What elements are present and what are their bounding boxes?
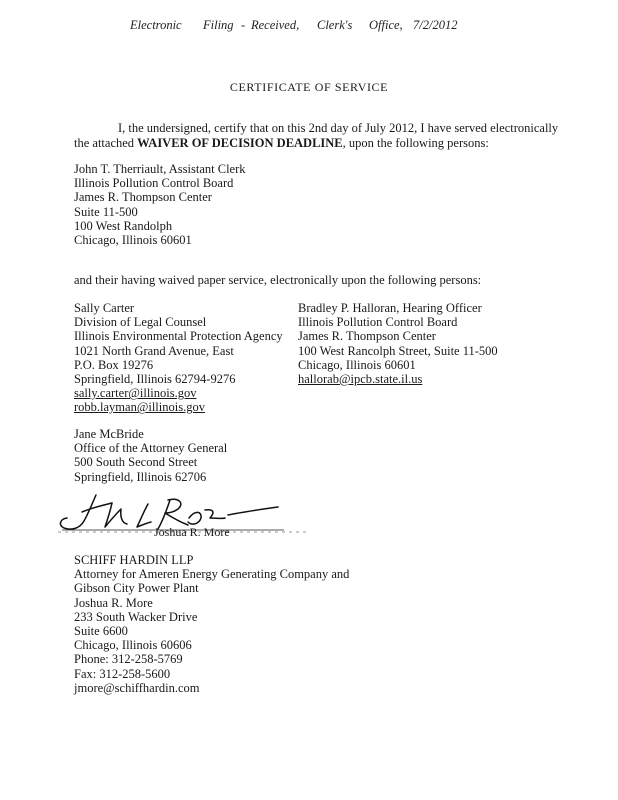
- intro-line-2-post: , upon the following persons:: [342, 136, 489, 150]
- firm-block: [74, 553, 349, 695]
- address-line: Sally Carter: [74, 301, 135, 315]
- address-line: Gibson City Power Plant: [74, 581, 199, 596]
- address-line: Attorney for Ameren Energy Generating Company and: [74, 567, 350, 582]
- header-office: Office,: [369, 18, 403, 32]
- intro-line-2: [74, 136, 489, 150]
- document-title: WAIVER OF DECISION DEADLINE: [137, 136, 343, 150]
- address-line: Joshua R. More: [74, 595, 153, 610]
- header-filing: Filing: [203, 18, 234, 32]
- header-clerks: Clerk's: [317, 18, 353, 32]
- address-line: 233 South Wacker Drive: [74, 609, 198, 624]
- address-line: James R. Thompson Center: [298, 329, 436, 344]
- address-line: Chicago, Illinois 60606: [74, 638, 192, 653]
- address-line: Illinois Pollution Control Board: [298, 315, 458, 330]
- contact-attorney-general: [74, 427, 227, 484]
- address-line: Division of Legal Counsel: [74, 315, 207, 330]
- address-line: SCHIFF HARDIN LLP: [74, 553, 194, 567]
- address-line: 100 West Randolph: [74, 218, 173, 233]
- intro-line-1: I, the undersigned, certify that on this 2nd day of July 2012, I have served electronically: [118, 121, 559, 135]
- email-link[interactable]: robb.layman@illinois.gov: [74, 400, 205, 415]
- address-line: Suite 6600: [74, 624, 128, 639]
- address-line: Illinois Environmental Protection Agency: [74, 329, 283, 344]
- email-link[interactable]: jmore@schiffhardin.com: [74, 680, 200, 695]
- address-line: James R. Thompson Center: [74, 190, 212, 205]
- address-line: Jane McBride: [74, 427, 144, 441]
- address-line: Springfield, Illinois 62706: [74, 469, 207, 484]
- signer-name: Joshua R. More: [154, 525, 230, 539]
- address-line: John T. Therriault, Assistant Clerk: [74, 162, 246, 176]
- email-link[interactable]: sally.carter@illinois.gov: [74, 386, 197, 401]
- contact-iepa: [74, 301, 283, 415]
- address-line: Illinois Pollution Control Board: [74, 176, 234, 191]
- header-received: Received,: [251, 18, 300, 32]
- contact-hearing-officer: [298, 301, 498, 386]
- address-line: Fax: 312-258-5600: [74, 666, 171, 681]
- address-line: Bradley P. Halloran, Hearing Officer: [298, 301, 482, 315]
- email-link[interactable]: hallorab@ipcb.state.il.us: [298, 372, 423, 387]
- header-date: 7/2/2012: [413, 18, 458, 32]
- address-line: 1021 North Grand Avenue, East: [74, 343, 234, 358]
- address-line: Chicago, Illinois 60601: [298, 357, 416, 372]
- header-electronic: Electronic: [130, 18, 182, 32]
- address-line: Suite 11-500: [74, 204, 138, 219]
- address-line: 100 West Rancolph Street, Suite 11-500: [298, 343, 498, 358]
- address-line: Phone: 312-258-5769: [74, 652, 183, 667]
- address-line: P.O. Box 19276: [74, 357, 154, 372]
- address-line: Office of the Attorney General: [74, 441, 228, 456]
- recipient-block: [74, 162, 246, 247]
- waived-service-text: and their having waived paper service, electronically upon the following persons:: [74, 273, 482, 287]
- intro-line-2-pre: the attached: [74, 136, 138, 150]
- address-line: 500 South Second Street: [74, 455, 198, 470]
- address-line: Springfield, Illinois 62794-9276: [74, 372, 236, 387]
- address-line: Chicago, Illinois 60601: [74, 233, 192, 248]
- header-dash: -: [241, 18, 246, 32]
- page-title: CERTIFICATE OF SERVICE: [229, 80, 389, 94]
